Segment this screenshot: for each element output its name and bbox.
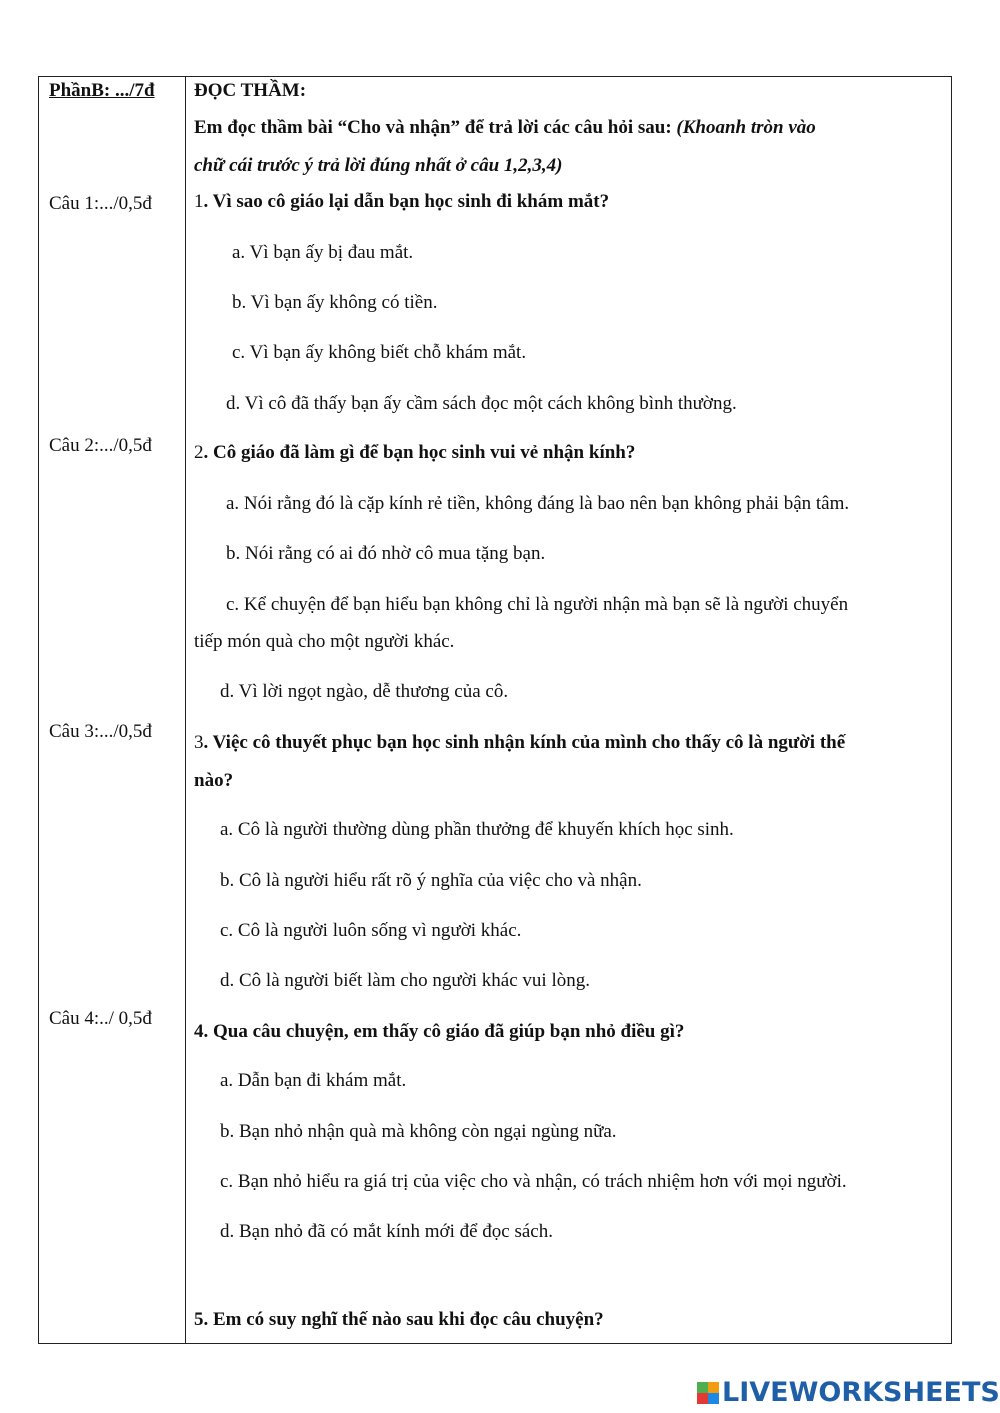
q1-option-a[interactable]: a. Vì bạn ấy bị đau mắt.: [232, 242, 414, 263]
liveworksheets-logo-icon: [697, 1382, 719, 1404]
question-5: [194, 1308, 604, 1332]
question-3-text: . Việc cô thuyết phục bạn học sinh nhận kính của mình cho thấy cô là người thế: [203, 732, 846, 753]
instruction-bold: Em đọc thầm bài “Cho và nhận” để trả lời các câu hỏi sau:: [194, 117, 672, 138]
question-4: [194, 1020, 684, 1044]
q2-score-label: Câu 2:.../0,5đ: [49, 435, 152, 456]
question-3-number: 3: [194, 732, 204, 753]
question-4-number: 4: [194, 1021, 204, 1042]
q2-option-d[interactable]: d. Vì lời ngọt ngào, dễ thương của cô.: [220, 681, 509, 702]
question-2-text: . Cô giáo đã làm gì để bạn học sinh vui vẻ nhận kính?: [203, 442, 636, 463]
worksheet-table: [38, 76, 952, 1344]
question-3: [194, 731, 845, 755]
q4-option-d[interactable]: d. Bạn nhỏ đã có mắt kính mới để đọc sách.: [220, 1221, 553, 1242]
q4-score-label: Câu 4:../ 0,5đ: [49, 1008, 152, 1029]
q3-option-c[interactable]: c. Cô là người luôn sống vì người khác.: [220, 920, 522, 941]
instruction-italic-2: chữ cái trước ý trả lời đúng nhất ở câu 1,2,3,4): [194, 155, 563, 176]
question-2: [194, 441, 635, 465]
q1-option-b[interactable]: b. Vì bạn ấy không có tiền.: [232, 292, 438, 313]
question-1: [194, 190, 609, 214]
q3-score-label: Câu 3:.../0,5đ: [49, 721, 152, 742]
question-5-text: . Em có suy nghĩ thế nào sau khi đọc câu chuyện?: [203, 1309, 604, 1330]
q2-option-c[interactable]: c. Kể chuyện để bạn hiểu bạn không chỉ là người nhận mà bạn sẽ là người chuyển: [226, 594, 849, 615]
question-1-text: . Vì sao cô giáo lại dẫn bạn học sinh đi khám mắt?: [203, 191, 610, 212]
liveworksheets-logo: [697, 1378, 1000, 1408]
q3-option-a[interactable]: a. Cô là người thường dùng phần thưởng để khuyến khích học sinh.: [220, 819, 734, 840]
liveworksheets-logo-text: LIVEWORKSHEETS: [722, 1377, 1000, 1408]
q4-option-a[interactable]: a. Dẫn bạn đi khám mắt.: [220, 1070, 407, 1091]
q3-option-d[interactable]: d. Cô là người biết làm cho người khác vui lòng.: [220, 970, 590, 991]
q1-option-c[interactable]: c. Vì bạn ấy không biết chỗ khám mắt.: [232, 342, 527, 363]
q4-option-b[interactable]: b. Bạn nhỏ nhận quà mà không còn ngại ngùng nữa.: [220, 1121, 617, 1142]
question-3-text-continued: nào?: [194, 770, 234, 791]
instruction-line-1: [194, 116, 816, 140]
question-5-number: 5: [194, 1309, 204, 1330]
q2-option-b[interactable]: b. Nói rằng có ai đó nhờ cô mua tặng bạn.: [226, 543, 546, 564]
q1-option-d[interactable]: d. Vì cô đã thấy bạn ấy cầm sách đọc một cách không bình thường.: [226, 393, 737, 414]
question-4-text: . Qua câu chuyện, em thấy cô giáo đã giúp bạn nhỏ điều gì?: [203, 1021, 685, 1042]
q2-option-c-continued: tiếp món quà cho một người khác.: [194, 631, 455, 652]
question-1-number: 1: [194, 191, 204, 212]
column-divider: [185, 77, 186, 1343]
instruction-italic-1: (Khoanh tròn vào: [676, 117, 816, 138]
q3-option-b[interactable]: b. Cô là người hiểu rất rõ ý nghĩa của việc cho và nhận.: [220, 870, 642, 891]
q2-option-a[interactable]: a. Nói rằng đó là cặp kính rẻ tiền, không đáng là bao nên bạn không phải bận tâm.: [226, 493, 850, 514]
section-heading: ĐỌC THẦM:: [194, 80, 307, 101]
q4-option-c[interactable]: c. Bạn nhỏ hiểu ra giá trị của việc cho và nhận, có trách nhiệm hơn với mọi người.: [220, 1171, 847, 1192]
q1-score-label: Câu 1:.../0,5đ: [49, 193, 152, 214]
question-2-number: 2: [194, 442, 204, 463]
section-score-label: PhầnB: .../7đ: [49, 80, 155, 101]
